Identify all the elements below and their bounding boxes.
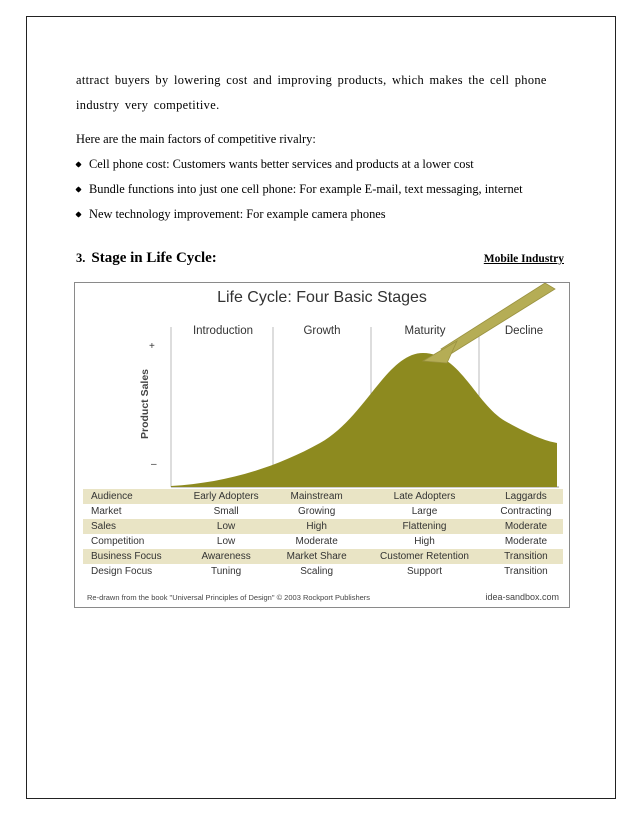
table-row xyxy=(83,534,563,549)
factors-list xyxy=(76,152,523,227)
row-label: Competition xyxy=(91,536,145,547)
table-row xyxy=(83,564,563,579)
table-cell: Low xyxy=(179,519,273,534)
table-cell: Growing xyxy=(298,506,336,517)
row-label: Business Focus xyxy=(83,549,179,564)
section-heading xyxy=(76,250,217,267)
list-item-text: New technology improvement: For example camera phones xyxy=(89,207,386,221)
table-cell: Tuning xyxy=(210,566,242,577)
table-cell: Market Share xyxy=(273,549,360,564)
table-cell: Moderate xyxy=(489,519,563,534)
stage-label-maturity: Maturity xyxy=(404,325,446,337)
mobile-industry-annotation: Mobile Industry xyxy=(483,253,564,265)
table-row xyxy=(83,519,563,534)
y-axis-label: Product Sales xyxy=(139,368,151,439)
table-cell: Support xyxy=(406,566,443,577)
table-cell: Transition xyxy=(504,566,548,577)
table-row xyxy=(83,549,563,564)
stage-label-introduction: Introduction xyxy=(192,325,254,337)
stage-label-growth: Growth xyxy=(303,325,341,337)
table-row xyxy=(83,504,563,519)
life-cycle-figure xyxy=(74,282,570,608)
bullet-icon xyxy=(76,186,81,193)
figure-source-site: idea-sandbox.com xyxy=(485,592,559,602)
table-cell: Contracting xyxy=(500,506,552,517)
row-label: Audience xyxy=(83,489,179,504)
arrowhead-icon xyxy=(423,341,457,363)
section-title: Stage in Life Cycle: xyxy=(91,250,217,266)
list-item xyxy=(76,177,523,202)
bullet-icon xyxy=(76,161,81,168)
table-row xyxy=(83,489,563,504)
table-cell: Laggards xyxy=(489,489,563,504)
figure-credit: Re-drawn from the book "Universal Principles of Design" © 2003 Rockport Publishers xyxy=(87,593,371,602)
table-cell: Flattening xyxy=(360,519,489,534)
table-cell: Mainstream xyxy=(273,489,360,504)
table-cell: Large xyxy=(411,506,438,517)
list-item xyxy=(76,152,523,177)
table-cell: Awareness xyxy=(179,549,273,564)
bullet-icon xyxy=(76,211,81,218)
table-cell: Scaling xyxy=(300,566,334,577)
list-item-text: Bundle functions into just one cell phone: For example E-mail, text messaging, internet xyxy=(89,182,523,196)
table-cell: Moderate xyxy=(504,536,548,547)
list-item xyxy=(76,202,523,227)
figure-title: Life Cycle: Four Basic Stages xyxy=(217,289,427,306)
sales-curve xyxy=(171,353,557,487)
y-axis-plus: + xyxy=(149,341,155,352)
section-number: 3. xyxy=(76,251,86,265)
table-cell: Transition xyxy=(489,549,563,564)
table-cell: Early Adopters xyxy=(179,489,273,504)
paragraph-competition: attract buyers by lowering cost and improving products, which makes the cell phone industry very competitive. xyxy=(76,73,547,112)
list-item-text: Cell phone cost: Customers wants better services and products at a lower cost xyxy=(89,157,474,171)
stage-label-decline: Decline xyxy=(504,325,544,337)
row-label: Sales xyxy=(83,519,179,534)
table-cell: High xyxy=(273,519,360,534)
paragraph-factors-intro: Here are the main factors of competitive rivalry: xyxy=(76,132,316,146)
stage-characteristics-table xyxy=(83,489,563,579)
row-label: Design Focus xyxy=(91,566,153,577)
table-cell: Moderate xyxy=(295,536,338,547)
table-cell: Small xyxy=(213,506,239,517)
table-cell: Low xyxy=(216,536,236,547)
table-cell: Late Adopters xyxy=(360,489,489,504)
row-label: Market xyxy=(91,506,122,517)
table-cell: High xyxy=(414,536,435,547)
y-axis-minus: – xyxy=(151,459,157,470)
table-cell: Customer Retention xyxy=(360,549,489,564)
